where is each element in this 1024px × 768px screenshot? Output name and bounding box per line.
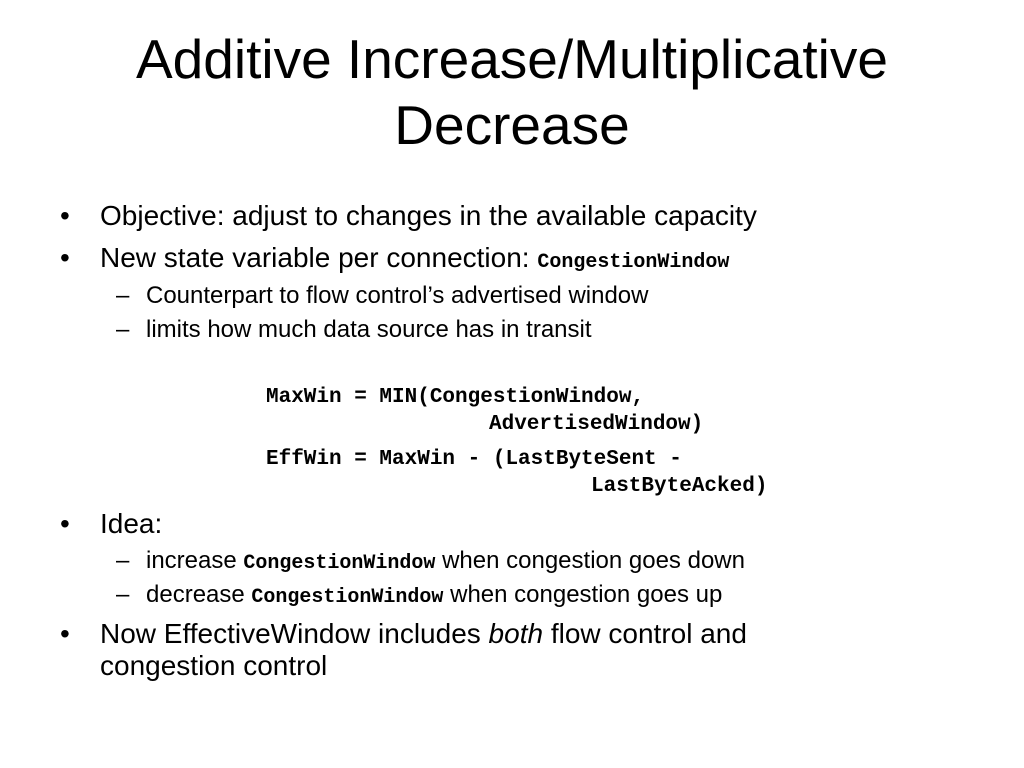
bullet-glyph: • <box>60 242 70 273</box>
sub-bullet-text: Counterpart to flow control’s advertised window <box>146 282 649 309</box>
sub-bullet-text <box>146 547 745 578</box>
inline-code: CongestionWindow <box>251 586 444 609</box>
code-line-3: EffWin = MaxWin - (LastByteSent - <box>266 448 682 471</box>
bullet-glyph: • <box>60 200 70 231</box>
inline-code: CongestionWindow <box>537 251 730 274</box>
sub-bullet-text: limits how much data source has in transit <box>146 316 592 343</box>
title-line-2: Decrease <box>394 94 630 156</box>
dash-glyph: – <box>116 581 130 608</box>
sub-text-post: when congestion goes down <box>435 547 745 574</box>
bullet-text: Objective: adjust to changes in the available capacity <box>100 200 757 231</box>
bullet-text <box>100 618 747 682</box>
final-pre: Now EffectiveWindow includes <box>100 618 489 649</box>
inline-code: CongestionWindow <box>243 552 436 575</box>
code-line-4: LastByteAcked) <box>591 475 768 498</box>
dash-glyph: – <box>116 282 130 309</box>
code-line-2: AdvertisedWindow) <box>489 413 704 436</box>
bullet-glyph: • <box>60 618 70 649</box>
bullet-text-wrap <box>100 242 729 279</box>
final-line-2: congestion control <box>100 650 328 681</box>
final-post: flow control and <box>543 618 747 649</box>
sub-text-pre: increase <box>146 547 244 574</box>
sub-bullet-text <box>146 581 722 612</box>
dash-glyph: – <box>116 547 130 574</box>
final-emphasis: both <box>488 618 544 649</box>
title-line-1: Additive Increase/Multiplicative <box>135 28 888 90</box>
sub-text-pre: decrease <box>146 581 252 608</box>
slide-title <box>40 26 984 158</box>
bullet-glyph: • <box>60 508 70 539</box>
dash-glyph: – <box>116 316 130 343</box>
bullet-text: New state variable per connection: <box>100 242 538 273</box>
bullet-text: Idea: <box>100 508 163 539</box>
sub-text-post: when congestion goes up <box>443 581 723 608</box>
code-line-1: MaxWin = MIN(CongestionWindow, <box>266 386 645 409</box>
